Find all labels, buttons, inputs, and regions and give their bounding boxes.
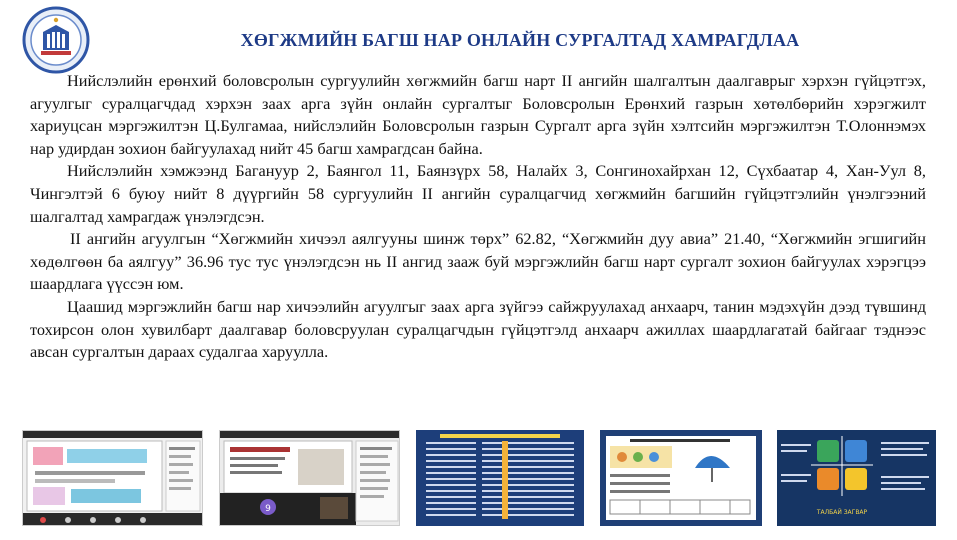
photo-gallery: [22, 430, 936, 526]
paragraph-conclusion: Цаашид мэргэжлийн багш нар хичээлийн агуулгыг заах арга зүйгээ сайжруулахад анхаарч, танин мэдэхүйн дээд түвшинд тохирсон олон хувилбарт даалгавар боловсруулан суралцагчдын гүйцэтгэлд анхаарч ажиллах шаардлагатай байгааг тэднээс авсан сургалтын дараах судалгаа харуулла.: [30, 296, 926, 362]
screenshot-video-meeting: [219, 430, 400, 526]
school-emblem-icon: [22, 6, 90, 74]
paragraph-districts: Нийслэлийн хэмжээнд Багануур 2, Баянгол 11, Баянзүрх 58, Налайх 3, Сонгинохайрхан 12, Сүхбаатар 4, Хан-Уул 8, Чингэлтэй 6 буюу нийт 8 дүүргийн 58 сургуулийн II ангийн суралцагчид хөгжмийн багшийн гүйцэтгэлийн үнэлгээний шалгалтад хамрагдаж үнэлэгдсэн.: [30, 161, 926, 226]
participant-initial: 9: [265, 504, 271, 514]
slide-music-worksheet: [600, 430, 762, 526]
paragraph-scores: II ангийн агуулгын “Хөгжмийн хичээл аялгууны шинж төрх” 62.82, “Хөгжмийн дуу авиа” 21.40, “Хөгжмийн эгшигийн хөдөлгөөн ба аялгуу” 36.96 тус тус үнэлэгдсэн нь II ангид зааж буй мэргэжлийн багш нарт сургалт зохион байгуулах хэрэгцээ шаардлага үүссэн юм.: [30, 229, 926, 294]
slide-results-table: [416, 430, 584, 526]
paragraph-intro: Нийслэлийн ерөнхий боловсролын сургуулийн хөгжмийн багш нарт II ангийн шалгалтын даалгаврыг хэрхэн гүйцэтгэх, агуулгыг суралцагчдад хэрхэн заах арга зүйн онлайн сургалтыг Боловсролын Ерөнхий газрын хөтөлбөрийн хэрэгжилт хариуцсан мэргэжилтэн Ц.Булгамаа, нийслэлийн Боловсролын газрын Сургалт арга зүйн хэлтсийн мэргэжилтэн Т.Олоннэмэх нар удирдан зохион байгуулахад нийт 45 багш хамрагдсан байна.: [30, 71, 926, 158]
slide-quadrant-model: [777, 430, 936, 526]
screenshot-online-lesson: [22, 430, 203, 526]
quadrant-caption: ТАЛБАЙ ЗАГВАР: [816, 509, 868, 516]
page-title: ХӨГЖМИЙН БАГШ НАР ОНЛАЙН СУРГАЛТАД ХАМРАГДЛАА: [240, 30, 800, 50]
article-body: [30, 70, 926, 364]
